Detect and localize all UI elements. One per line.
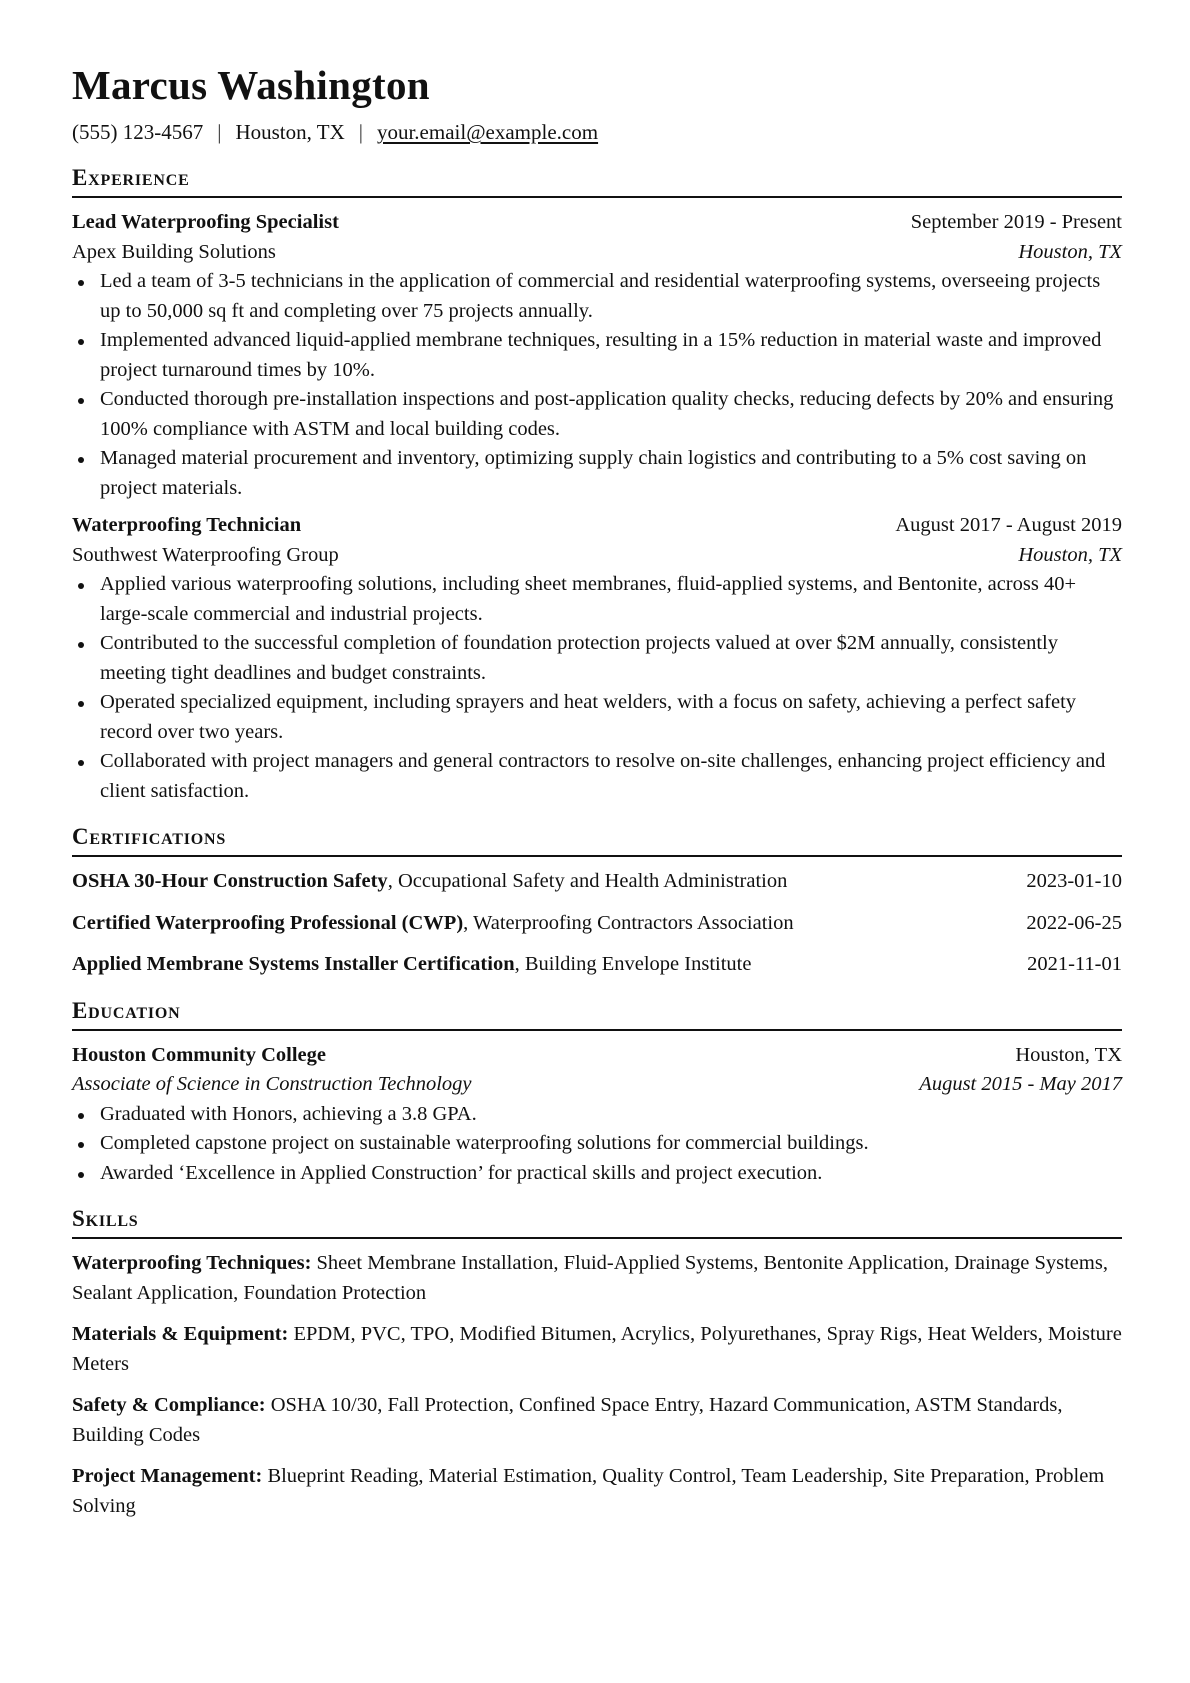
certification-item [72, 909, 1122, 939]
job-entry [72, 208, 1122, 503]
phone: (555) 123-4567 [72, 120, 204, 144]
degree: Associate of Science in Construction Technology [72, 1073, 472, 1095]
job-title: Lead Waterproofing Specialist [72, 211, 339, 233]
certification-name: OSHA 30-Hour Construction Safety [72, 870, 388, 892]
skill-value: OSHA 10/30, Fall Protection, Confined Space Entry, Hazard Communication, ASTM Standards, Building Codes [72, 1394, 1063, 1446]
separator: | [217, 120, 222, 144]
skill-group [72, 1462, 1122, 1521]
job-dates: September 2019 - Present [910, 211, 1122, 233]
bullet-item: Contributed to the successful completion of foundation protection projects valued at over $2M annually, consistently meeting tight deadlines and budget constraints. [72, 629, 1122, 688]
job-dates: August 2017 - August 2019 [895, 514, 1122, 536]
skill-label: Waterproofing Techniques: [72, 1252, 312, 1274]
skill-label: Safety & Compliance: [72, 1394, 266, 1416]
skill-group [72, 1320, 1122, 1379]
certification-issuer: , Waterproofing Contractors Association [463, 911, 794, 934]
section-title-experience: Experience [72, 163, 1122, 198]
skill-group [72, 1249, 1122, 1308]
certification-date: 2022-06-25 [1026, 911, 1122, 934]
school-location: Houston, TX [1015, 1043, 1122, 1066]
job-bullets [72, 267, 1122, 503]
separator: | [358, 120, 363, 144]
job-title: Waterproofing Technician [72, 514, 302, 536]
education-bullets [72, 1100, 1122, 1189]
bullet-item: Collaborated with project managers and general contractors to resolve on-site challenges, enhancing project efficiency and client satisfaction. [72, 747, 1122, 806]
section-title-skills: Skills [72, 1204, 1122, 1239]
skill-value: EPDM, PVC, TPO, Modified Bitumen, Acrylics, Polyurethanes, Spray Rigs, Heat Welders, Moisture Meters [72, 1323, 1122, 1375]
skill-value: Sheet Membrane Installation, Fluid-Applied Systems, Bentonite Application, Drainage Systems, Sealant Application, Foundation Protection [72, 1252, 1108, 1304]
certification-issuer: , Occupational Safety and Health Administration [387, 870, 788, 892]
company: Apex Building Solutions [72, 240, 276, 263]
certification-item [72, 867, 1122, 897]
skills-list [72, 1249, 1122, 1521]
company: Southwest Waterproofing Group [72, 543, 339, 566]
education-dates: August 2015 - May 2017 [919, 1073, 1122, 1095]
certifications-list [72, 867, 1122, 980]
certification-date: 2023-01-10 [1026, 870, 1122, 892]
skill-label: Project Management: [72, 1465, 263, 1487]
email-link[interactable]: your.email@example.com [376, 120, 599, 144]
skill-value: Blueprint Reading, Material Estimation, Quality Control, Team Leadership, Site Preparation, Problem Solving [72, 1465, 1105, 1517]
certification-issuer: , Building Envelope Institute [514, 953, 752, 975]
certification-date: 2021-11-01 [1027, 953, 1122, 975]
contact-line [72, 117, 1122, 147]
job-bullets [72, 570, 1122, 806]
job-entry [72, 511, 1122, 806]
bullet-item: Conducted thorough pre-installation inspections and post-application quality checks, reducing defects by 20% and ensuring 100% compliance with ASTM and local building codes. [72, 385, 1122, 444]
section-title-certifications: Certifications [72, 822, 1122, 857]
certification-name: Certified Waterproofing Professional (CWP) [72, 911, 464, 934]
section-title-education: Education [72, 996, 1122, 1031]
bullet-item: Led a team of 3-5 technicians in the application of commercial and residential waterproofing systems, overseeing projects up to 50,000 sq ft and completing over 75 projects annually. [72, 267, 1122, 326]
skill-group [72, 1391, 1122, 1450]
bullet-item: Implemented advanced liquid-applied membrane techniques, resulting in a 15% reduction in material waste and improved project turnaround times by 10%. [72, 326, 1122, 385]
school-name: Houston Community College [72, 1043, 326, 1066]
bullet-item: Operated specialized equipment, including sprayers and heat welders, with a focus on safety, achieving a perfect safety record over two years. [72, 688, 1122, 747]
certification-item [72, 950, 1122, 980]
job-location: Houston, TX [1018, 543, 1122, 566]
bullet-item: Managed material procurement and inventory, optimizing supply chain logistics and contributing to a 5% cost saving on project materials. [72, 444, 1122, 503]
candidate-name: Marcus Washington [72, 62, 430, 108]
skill-label: Materials & Equipment: [72, 1323, 289, 1345]
bullet-item: Awarded ‘Excellence in Applied Construction’ for practical skills and project execution. [72, 1159, 1122, 1189]
job-location: Houston, TX [1018, 240, 1122, 263]
certification-name: Applied Membrane Systems Installer Certification [72, 953, 515, 975]
bullet-item: Completed capstone project on sustainable waterproofing solutions for commercial buildings. [72, 1129, 1122, 1159]
resume-page [72, 58, 1122, 1521]
bullet-item: Graduated with Honors, achieving a 3.8 GPA. [72, 1100, 1122, 1130]
bullet-item: Applied various waterproofing solutions, including sheet membranes, fluid-applied systems, and Bentonite, across 40+ large-scale commercial and industrial projects. [72, 570, 1122, 629]
location: Houston, TX [235, 120, 345, 144]
education-entry [72, 1041, 1122, 1189]
